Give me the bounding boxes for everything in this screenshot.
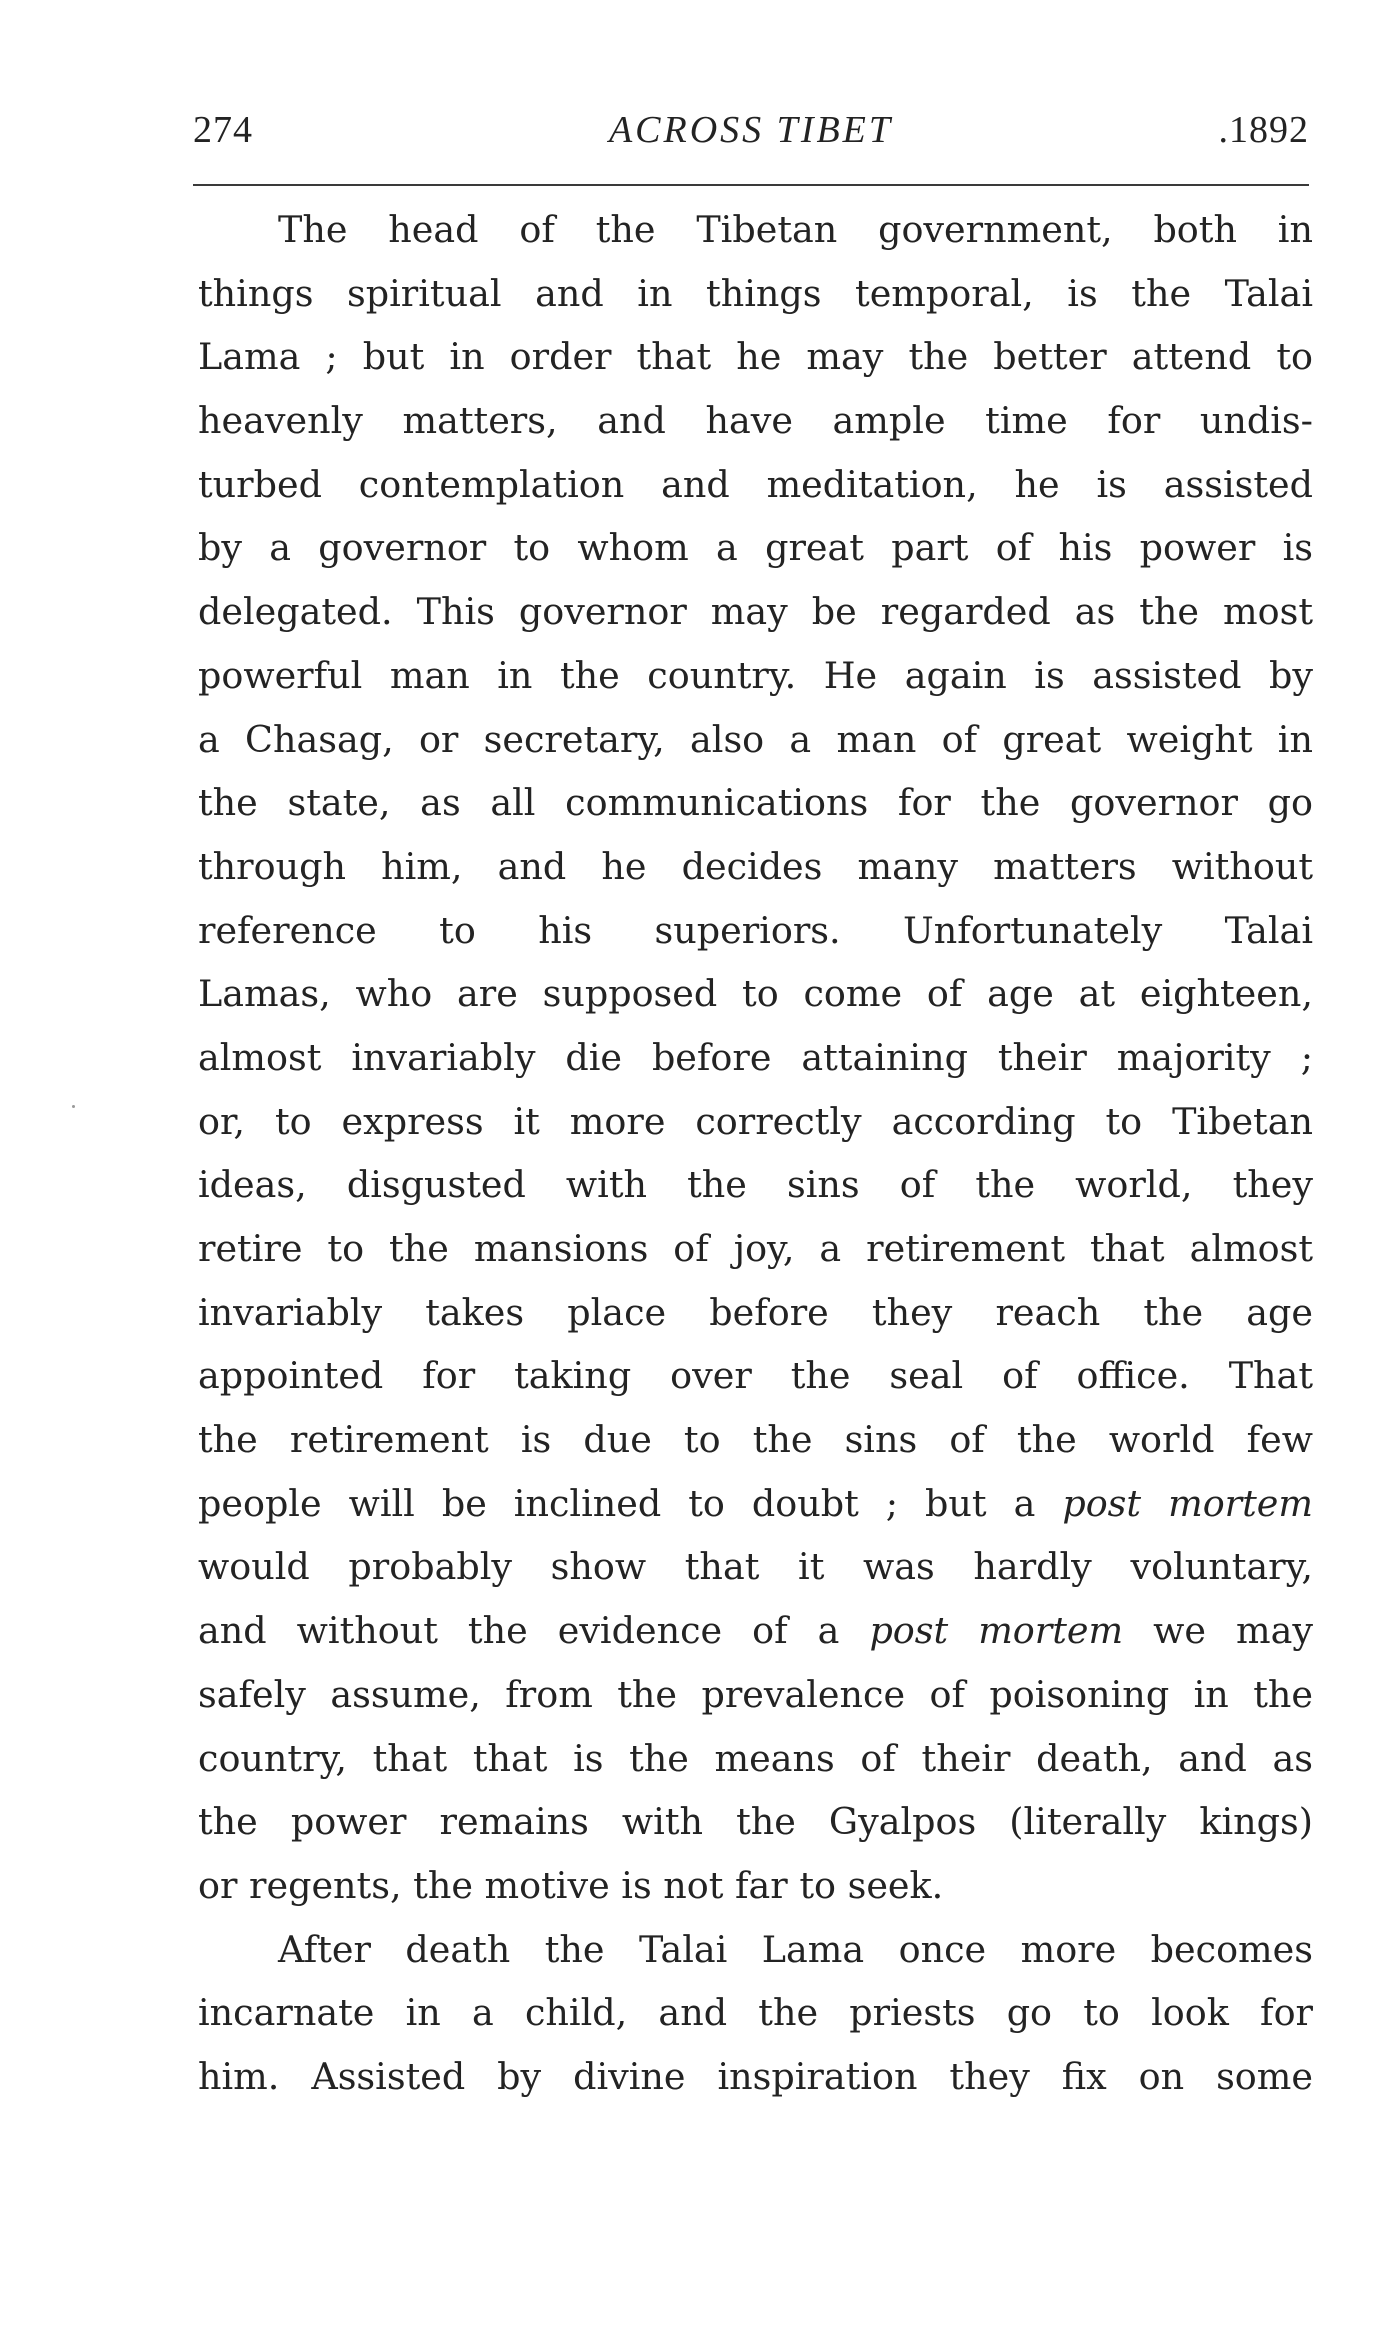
text-line: by a governor to whom a great part of his power is (198, 526, 1313, 570)
text-line: incarnate in a child, and the priests go to look for (198, 1991, 1313, 2035)
page-number: 274 (193, 109, 253, 151)
text-line: a Chasag, or secretary, also a man of great weight in (198, 717, 1313, 761)
text-line: or regents, the motive is not far to seek. (198, 1863, 944, 1907)
text-line: would probably show that it was hardly voluntary, (198, 1545, 1313, 1589)
text-line: through him, and he decides many matters without (198, 844, 1313, 888)
text-line: safely assume, from the prevalence of poisoning in the (198, 1672, 1313, 1716)
text-line: delegated. This governor may be regarded as the most (198, 590, 1313, 634)
running-head (193, 108, 1309, 168)
text-line: the state, as all communications for the governor go (198, 781, 1313, 825)
text-line: turbed contemplation and meditation, he is assisted (198, 462, 1313, 506)
running-title: ACROSS TIBET (608, 109, 894, 151)
text-line: things spiritual and in things temporal, is the Talai (198, 271, 1313, 315)
text-line: country, that that is the means of their death, and as (198, 1736, 1313, 1780)
text-line: or, to express it more correctly according to Tibetan (198, 1099, 1313, 1143)
text-span: we may (1123, 1609, 1314, 1653)
text-line: the power remains with the Gyalpos (literally kings) (198, 1800, 1313, 1844)
text-line: Lamas, who are supposed to come of age at eighteen, (198, 972, 1313, 1016)
text-line: powerful man in the country. He again is assisted by (198, 653, 1313, 697)
italic-phrase: post mortem (1062, 1481, 1313, 1525)
text-line: ideas, disgusted with the sins of the world, they (198, 1163, 1313, 1207)
text-line: Lama ; but in order that he may the better attend to (198, 335, 1313, 379)
text-line: him. Assisted by divine inspiration they fix on some (198, 2054, 1313, 2098)
text-line: reference to his superiors. Unfortunately Talai (198, 908, 1313, 952)
text-line: invariably takes place before they reach the age (198, 1290, 1313, 1334)
text-span: and without the evidence of a (198, 1609, 870, 1653)
text-line (198, 1472, 1313, 1536)
text-line: almost invariably die before attaining their majority ; (198, 1035, 1313, 1079)
text-line: retire to the mansions of joy, a retirement that almost (198, 1227, 1313, 1270)
italic-phrase: post mortem (869, 1609, 1124, 1653)
margin-speck (72, 1105, 75, 1108)
text-line: After death the Talai Lama once more becomes (278, 1927, 1313, 1971)
text-line (198, 1599, 1313, 1663)
text-line: the retirement is due to the sins of the world few (198, 1418, 1313, 1462)
text-span: people will be inclined to doubt ; but a (198, 1481, 1063, 1525)
text-line: heavenly matters, and have ample time for undis- (198, 399, 1313, 443)
body-text (198, 198, 1313, 2109)
text-line: appointed for taking over the seal of office. That (198, 1354, 1313, 1398)
header-rule (193, 184, 1309, 186)
running-year: .1892 (1218, 109, 1309, 151)
text-line: The head of the Tibetan government, both in (278, 208, 1313, 251)
